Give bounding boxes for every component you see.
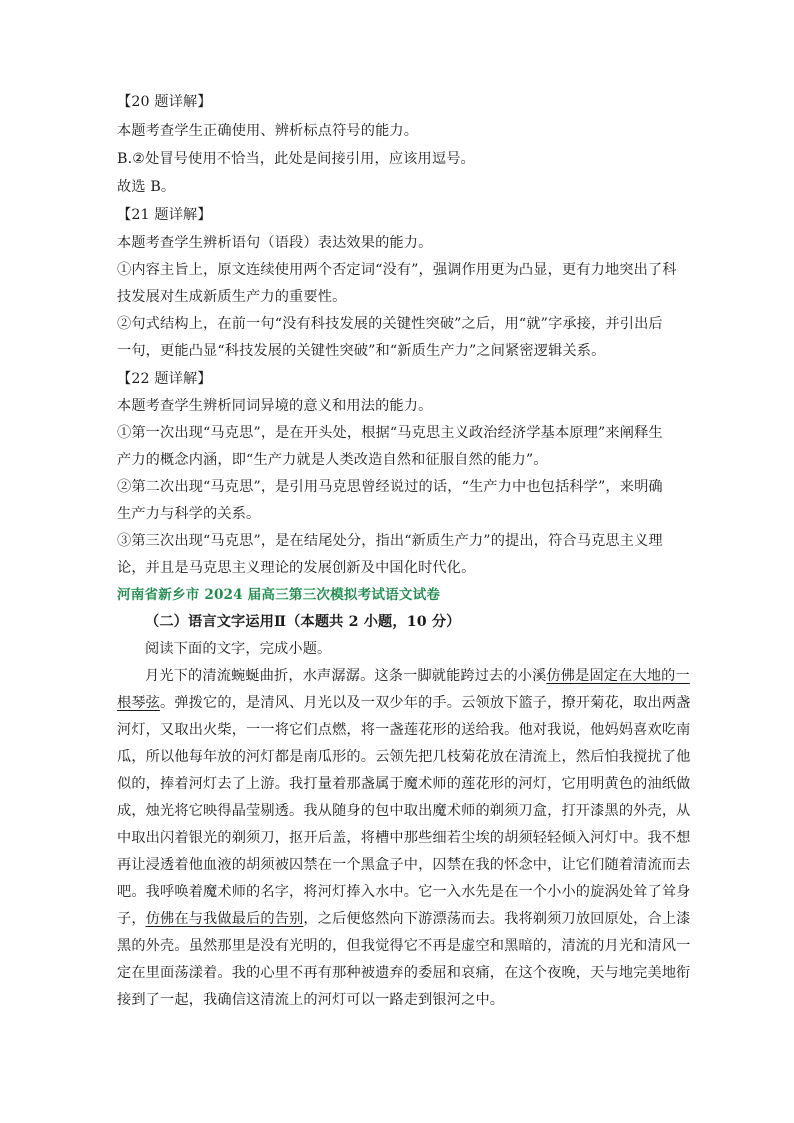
text-line	[117, 396, 432, 416]
text-segment: 故选 B。	[117, 179, 176, 195]
text-segment: 河南省新乡市 2024 届高三第三次模拟考试语文试卷	[117, 587, 441, 603]
text-line	[117, 990, 504, 1010]
text-line	[117, 121, 418, 141]
text-line	[117, 882, 691, 902]
underlined-text: 仿佛是固定在大地的一	[546, 668, 690, 684]
text-segment: B.②处冒号使用不恰当，此处是间接引用，应该用逗号。	[117, 151, 475, 167]
text-segment: ①第一次出现“马克思”，是在开头处，根据“马克思主义政治经济学基本原理”来阐释生	[117, 425, 663, 441]
text-line	[117, 504, 260, 524]
text-segment: 生产力与科学的关系。	[117, 506, 261, 522]
text-line	[117, 558, 475, 578]
underlined-text: 仿佛在与我做最后的告别	[145, 911, 304, 927]
text-line	[117, 369, 212, 389]
text-line	[117, 260, 677, 280]
text-line	[117, 720, 691, 740]
text-line	[117, 774, 691, 794]
text-segment: 再让浸透着他血液的胡须被囚禁在一个黑盒子中，囚禁在我的怀念中，让它们随着清流而去	[117, 857, 691, 873]
text-segment: 定在里面荡漾着。我的心里不再有那种被遗弃的委屈和哀痛，在这个夜晚，天与地完美地衔	[117, 965, 691, 981]
text-segment: ①内容主旨上，原文连续使用两个否定词“没有”，强调作用更为凸显，更有力地突出了科	[117, 262, 677, 278]
text-segment: 技发展对生成新质生产力的重要性。	[117, 289, 347, 305]
text-line	[145, 612, 461, 632]
text-line	[117, 450, 548, 470]
text-segment: 中取出闪着银光的剃须刀，抠开后盖，将槽中那些细若尘埃的胡须轻轻倾入河灯中。我不想	[117, 830, 691, 846]
text-segment: 成，烛光将它映得晶莹剔透。我从随身的包中取出魔术师的剃须刀盒，打开漆黑的外壳，从	[117, 803, 691, 819]
text-line	[117, 477, 663, 497]
text-segment: ②句式结构上，在前一句“没有科技发展的关键性突破”之后，用“就”字承接，并引出后	[117, 316, 663, 332]
text-line	[117, 341, 605, 361]
text-segment: （二）语言文字运用Ⅱ（本题共 2 小题，10 分）	[145, 614, 461, 630]
text-segment: 阅读下面的文字，完成小题。	[145, 641, 332, 657]
text-line	[117, 855, 691, 875]
text-segment: ，之后便悠然向下游漂荡而去。我将剃须刀放回原处，合上漆	[303, 911, 691, 927]
text-line	[117, 936, 691, 956]
text-segment: 黑的外壳。虽然那里是没有光明的，但我觉得它不再是虚空和黑暗的，清流的月光和清风一	[117, 938, 691, 954]
text-line	[117, 531, 663, 551]
text-line	[117, 693, 691, 713]
text-segment: 吧。我呼唤着魔术师的名字，将河灯捧入水中。它一入水先是在一个小小的旋涡处耸了耸身	[117, 884, 691, 900]
text-line	[145, 639, 331, 659]
text-line	[145, 666, 690, 686]
text-line	[117, 177, 175, 197]
text-line	[117, 314, 663, 334]
text-segment: 瓜，所以他每年放的河灯都是南瓜形的。云领先把几枝菊花放在清流上，然后怕我搅扰了他	[117, 749, 691, 765]
text-line	[117, 92, 212, 112]
text-segment: 子，	[117, 911, 146, 927]
text-line	[117, 801, 691, 821]
text-segment: ②第二次出现“马克思”，是引用马克思曾经说过的话，“生产力中也包括科学”，来明确	[117, 479, 663, 495]
text-segment: 接到了一起，我确信这清流上的河灯可以一路走到银河之中。	[117, 992, 505, 1008]
text-segment: ③第三次出现“马克思”，是在结尾处分，指出“新质生产力”的提出，符合马克思主义理	[117, 533, 663, 549]
text-segment: 似的，捧着河灯去了上游。我打量着那盏属于魔术师的莲花形的河灯，它用明黄色的油纸做	[117, 776, 691, 792]
text-line	[117, 828, 691, 848]
text-segment: 本题考查学生辨析同词异境的意义和用法的能力。	[117, 398, 433, 414]
text-line	[117, 909, 691, 929]
text-line	[117, 287, 346, 307]
text-segment: 本题考查学生正确使用、辨析标点符号的能力。	[117, 123, 419, 139]
text-line	[117, 585, 440, 605]
text-line	[117, 963, 691, 983]
text-segment: 本题考查学生辨析语句（语段）表达效果的能力。	[117, 235, 433, 251]
text-segment: 产力的概念内涵，即“生产力就是人类改造自然和征服自然的能力”。	[117, 452, 548, 468]
text-segment: 月光下的清流蜿蜒曲折，水声潺潺。这条一脚就能跨过去的小溪	[145, 668, 547, 684]
text-segment: 【22 题详解】	[117, 371, 212, 387]
underlined-text: 根琴弦	[117, 695, 161, 711]
text-segment: 河灯，又取出火柴，一一将它们点燃，将一盏莲花形的送给我。他对我说，他妈妈喜欢吃南	[117, 722, 691, 738]
text-line	[117, 747, 691, 767]
text-segment: 论，并且是马克思主义理论的发展创新及中国化时代化。	[117, 560, 476, 576]
text-segment: 。弹拨它的，是清风、月光以及一双少年的手。云领放下篮子，撩开菊花，取出两盏	[160, 695, 691, 711]
text-line	[117, 423, 663, 443]
text-segment: 【21 题详解】	[117, 207, 212, 223]
text-segment: 一句，更能凸显“科技发展的关键性突破”和“新质生产力”之间紧密逻辑关系。	[117, 343, 606, 359]
text-line	[117, 149, 475, 169]
text-line	[117, 205, 212, 225]
text-segment: 【20 题详解】	[117, 94, 212, 110]
text-line	[117, 233, 432, 253]
